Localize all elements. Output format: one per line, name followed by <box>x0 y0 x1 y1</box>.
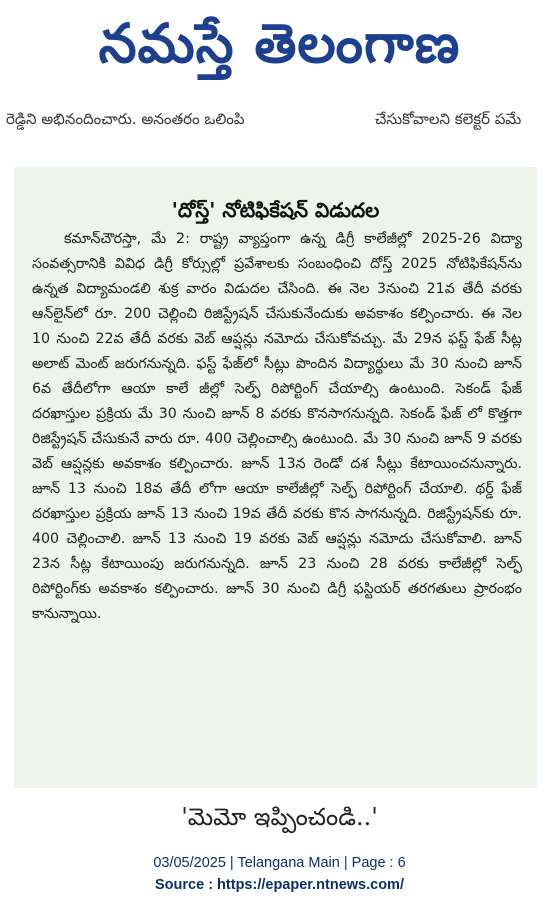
page-footer <box>0 852 559 896</box>
article-headline: 'దోస్త్' నోటిఫికేషన్ విడుదల <box>171 198 380 223</box>
masthead-title: నమస్తే తెలంగాణ <box>98 12 461 75</box>
snippet-right-text: చేసుకోవాలని కలెక్టర్ పమే <box>375 110 522 128</box>
article-box <box>14 167 537 788</box>
article-paragraph: కమాన్‌చౌరస్తా, మే 2: రాష్ట్ర వ్యాప్తంగా ఉన్న డిగ్రీ కాలేజీల్లో 2025-26 విద్యా సంవత్సరానికి వివిధ డిగ్రీ కోర్సుల్లో ప్రవేశాలకు సంబంధించి దోస్త్ 2025 నోటిఫికేషన్‌ను ఉన్నత విద్యామండలి శుక్ర వారం విడుదల చేసింది. ఈ నెల 3నుంచి 21వ తేదీ వరకు ఆన్‌లైన్‌లో రూ. 200 చెల్లించి రిజిస్ట్రేషన్ చేసుకునేందుకు అవకాశం కల్పించారు. ఈ నెల 10 నుంచి 22వ తేదీ వరకు వెబ్ ఆప్షన్లు నమోదు చేసుకోవచ్చు. మే 29న ఫస్ట్ ఫేజ్ సీట్ల అలాట్ మెంట్ జరుగనున్నది. ఫస్ట్ ఫేజ్‌లో సీట్లు పొందిన విద్యార్థులు మే 30 నుంచి జూన్ 6వ తేదీలోగా ఆయా కాలే జీల్లో సెల్ఫ్ రిపోర్టింగ్ చేయాల్సి ఉంటుంది. సెకండ్ ఫేజ్ దరఖాస్తుల ప్రక్రియ మే 30 నుంచి జూన్ 8 వరకు కొనసాగనున్నది. సెకండ్ ఫేజ్ లో కొత్తగా రిజిస్ట్రేషన్ చేసుకునే వారు రూ. 400 చెల్లించాల్సి ఉంటుంది. మే 30 నుంచి జూన్ 9 వరకు వెబ్ ఆప్షన్లకు అవకాశం కల్పించారు. జూన్ 13న రెండో దశ సీట్లు కేటాయించనున్నారు. జూన్ 13 నుంచి 18వ తేదీ లోగా ఆయా కాలేజీల్లో సెల్ఫ్ రిపోర్టింగ్ చేయాలి. థర్డ్ ఫేజ్ దరఖాస్తుల ప్రక్రియ జూన్ 13 నుంచి 19వ తేదీ వరకు కొన సాగనున్నది. రిజిస్ట్రేషన్‌కు రూ. 400 చెల్లించాలి. జూన్ 13 నుంచి 19 వరకు వెబ్ ఆప్షన్లు నమోదు చేసుకోవాలి. జూన్ 23న సీట్ల కేటాయింపు జరుగనున్నది. జూన్ 23 నుంచి 28 వరకు కాలేజీల్లో సెల్ఫ్ రిపోర్టింగ్‌కు అవకాశం కల్పించారు. జూన్ 30 నుంచి డిగ్రీ ఫస్టియర్ తరగతులు ప్రారంభం కానున్నాయి. <box>32 231 522 622</box>
next-article-headline: 'మెమో ఇప్పించండి..' <box>181 803 378 831</box>
previous-article-snippet <box>0 104 559 134</box>
footer-source-link[interactable]: Source : https://epaper.ntnews.com/ <box>155 877 404 893</box>
snippet-left-text: రెడ్డిని అభినందించారు. అనంతరం ఒలింపి <box>6 110 245 128</box>
article-body <box>32 227 522 777</box>
newspaper-masthead <box>0 0 559 92</box>
footer-meta: 03/05/2025 | Telangana Main | Page : 6 <box>153 855 406 871</box>
